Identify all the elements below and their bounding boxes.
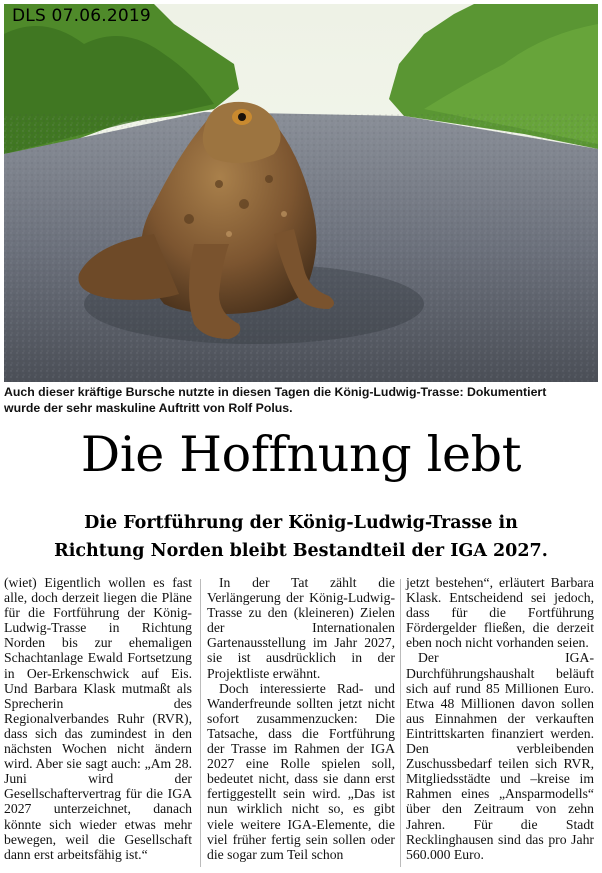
article-column-1 [4, 575, 192, 862]
article-column-3 [406, 575, 594, 862]
subheadline-line-1: Die Fortführung der König-Ludwig-Trasse in [84, 513, 518, 533]
photo-caption: Auch dieser kräftige Bursche nutzte in diesen Tagen die König-Ludwig-Trasse: Dokumentiert wurde der sehr maskuline Auftritt von Rolf Polus. [4, 385, 547, 415]
article-body [4, 575, 598, 871]
toad-photo-graphic [4, 4, 598, 382]
paragraph: In der Tat zählt die Verlängerung der König-Ludwig-Trasse zu den (kleineren) Zielen der Internationalen Gartenausstellung im Jahr 2027, sie ist ausdrücklich in der Projektliste erwähnt. [207, 575, 395, 681]
paragraph: Der IGA-Durchführungshaushalt beläuft sich auf rund 85 Millionen Euro. Etwa 48 Millionen davon sollen aus Einnahmen der verkauften Eintrittskarten finanziert werden. Den verbleibenden Zuschussbedarf teilen sich RVR, Mitgliedsstädte und –kreise im Rahmen eines „Ansparmodells“ über den Zeitraum von zehn Jahren. Für die Stadt Recklinghausen sind das pro Jahr 560.000 Euro. [406, 650, 594, 862]
date-stamp: DLS 07.06.2019 [12, 6, 151, 26]
paragraph: Doch interessierte Rad- und Wanderfreunde sollten jetzt nicht sofort zusammenzucken: Die Tatsache, dass die Fortführung der Trasse im Rahmen der IGA 2027 eine Rolle spielen soll, bedeutet nicht, dass sie dann erst fertiggestellt sein wird. „Das ist nun wirklich nicht so, es gibt viele weitere IGA-Elemente, die viel früher fertig sein sollen oder die sogar zum Teil schon [207, 680, 395, 862]
subheadline [20, 509, 582, 565]
article-column-2 [207, 575, 395, 862]
subheadline-line-2: Richtung Norden bleibt Bestandteil der IGA 2027. [54, 541, 548, 561]
paragraph: jetzt bestehen“, erläutert Barbara Klask. Entscheidend sei jedoch, dass für die Fortführung Fördergelder fließen, die derzeit eben noch nicht vorhanden seien. [406, 575, 594, 651]
headline: Die Hoffnung lebt [80, 426, 522, 483]
toad-photo [4, 4, 598, 382]
paragraph: (wiet) Eigentlich wollen es fast alle, doch derzeit liegen die Pläne für die Fortführung der König-Ludwig-Trasse in Richtung Norden bis zur ehemaligen Schachtanlage Ewald Fortsetzung in Oer-Erkenschwick auf Eis. Und Barbara Klask mutmaßt als Sprecherin des Regionalverbandes Ruhr (RVR), dass sich das zumindest in den nächsten Wochen nicht ändern wird. Aber sie sagt auch: „Am 28. Juni wird der Gesellschaftervertrag für die IGA 2027 unterzeichnet, danach könnte sich wieder etwas mehr bewegen, weil die Gesellschaft dann erst arbeitsfähig ist.“ [4, 575, 192, 862]
column-divider [200, 579, 201, 867]
column-divider [400, 579, 401, 867]
